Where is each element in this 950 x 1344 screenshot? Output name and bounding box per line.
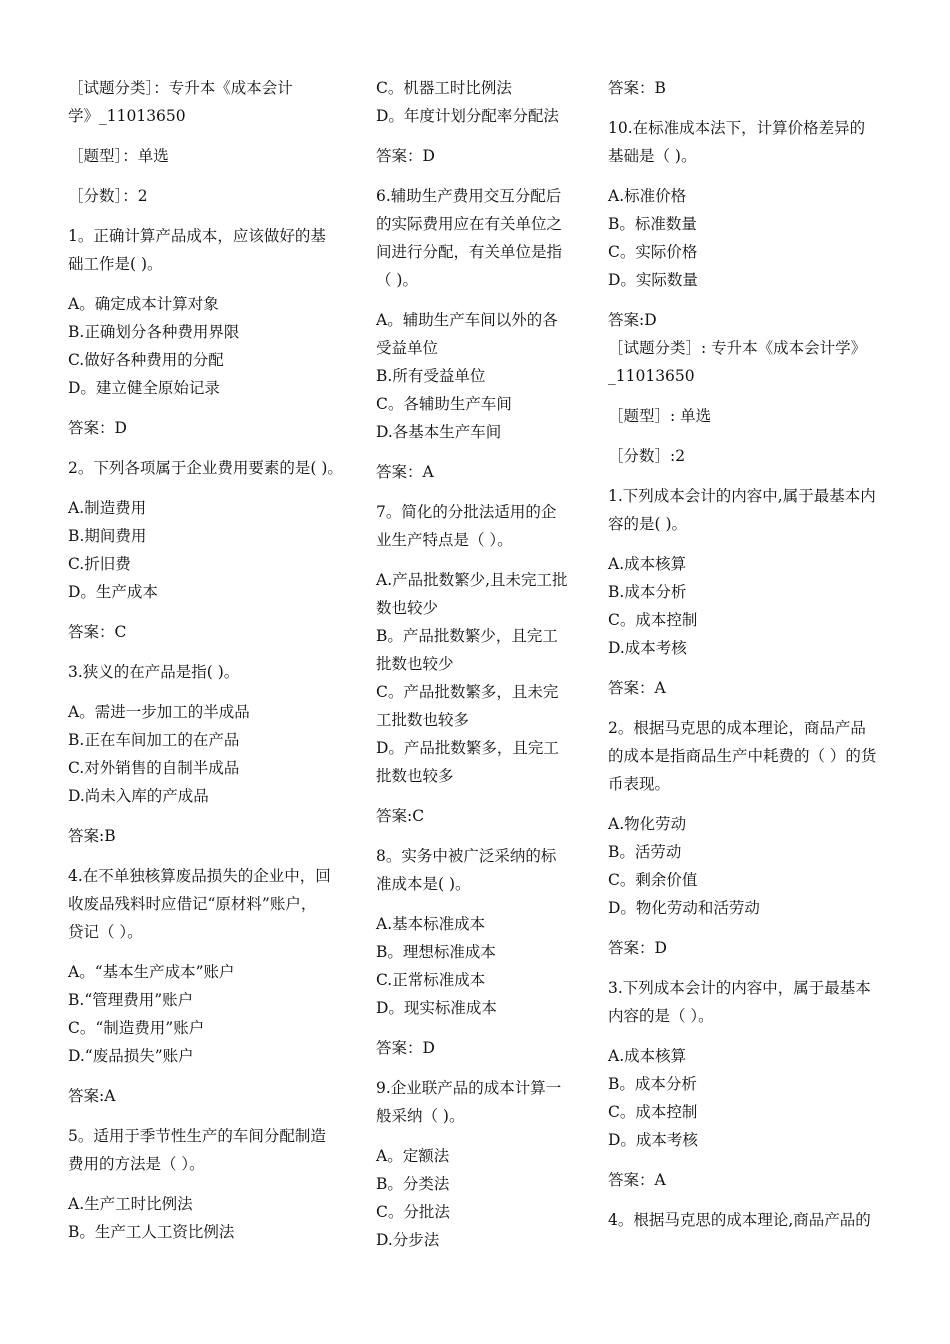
text-line: D.成本考核 <box>608 639 687 657</box>
text-line: 答案：A <box>376 463 434 481</box>
paragraph <box>608 550 884 662</box>
text-line: 答案：D <box>608 939 667 957</box>
text-line: A.制造费用 <box>68 499 147 517</box>
text-line: 工批数也较多 <box>376 711 470 729</box>
paragraph <box>608 1206 884 1234</box>
paragraph <box>608 674 884 702</box>
text-line: （ )。 <box>376 271 418 289</box>
text-line: C.对外销售的自制半成品 <box>68 759 240 777</box>
text-line: D.各基本生产车间 <box>376 423 502 441</box>
text-line: A。辅助生产车间以外的各 <box>376 311 558 329</box>
text-column-left <box>68 74 344 1258</box>
paragraph <box>68 862 344 946</box>
paragraph <box>68 1122 344 1178</box>
text-line: C.正常标准成本 <box>376 971 486 989</box>
text-line: 的实际费用应在有关单位之 <box>376 215 563 233</box>
text-line: 答案:C <box>376 807 425 825</box>
text-line: ［试题分类］: 专升本《成本会计学》 <box>608 339 867 357</box>
text-line: B.“管理费用”账户 <box>68 991 194 1009</box>
text-line: ［分数］：2 <box>68 187 148 205</box>
text-line: _11013650 <box>608 367 695 385</box>
text-line: B.正确划分各种费用界限 <box>68 323 240 341</box>
paragraph <box>68 618 344 646</box>
text-column-right <box>608 74 884 1246</box>
text-line: C。“制造费用”账户 <box>68 1019 205 1037</box>
text-line: 答案：A <box>608 1171 666 1189</box>
paragraph <box>608 74 884 102</box>
text-line: C.折旧费 <box>68 555 131 573</box>
text-line: A.成本核算 <box>608 555 687 573</box>
paragraph <box>608 482 884 538</box>
text-line: 批数也较少 <box>376 655 454 673</box>
paragraph <box>68 958 344 1070</box>
text-line: D。生产成本 <box>68 583 158 601</box>
text-line: B。分类法 <box>376 1175 450 1193</box>
text-line: 3.下列成本会计的内容中，属于最基本 <box>608 979 871 997</box>
paragraph <box>68 822 344 850</box>
text-line: 答案：D <box>376 147 435 165</box>
text-line: D。物化劳动和活劳动 <box>608 899 760 917</box>
paragraph <box>608 810 884 922</box>
text-line: B。生产工人工资比例法 <box>68 1223 235 1241</box>
paragraph <box>68 290 344 402</box>
text-line: 批数也较多 <box>376 767 454 785</box>
text-line: ［题型］: 单选 <box>608 407 712 425</box>
text-line: C。各辅助生产车间 <box>376 395 512 413</box>
text-line: B.正在车间加工的在产品 <box>68 731 240 749</box>
text-line: D。实际数量 <box>608 271 698 289</box>
text-line: 答案:B <box>68 827 116 845</box>
text-line: D.尚未入库的产成品 <box>68 787 209 805</box>
text-line: 学》_11013650 <box>68 107 186 125</box>
text-line: 内容的是（ ）。 <box>608 1007 714 1025</box>
text-line: B。活劳动 <box>608 843 682 861</box>
text-line: 答案：D <box>68 419 127 437</box>
text-line: B。产品批数繁少，且完工 <box>376 627 558 645</box>
text-line: 2。根据马克思的成本理论，商品产品 <box>608 719 866 737</box>
text-line: 5。适用于季节性生产的车间分配制造 <box>68 1127 326 1145</box>
text-line: 6.辅助生产费用交互分配后 <box>376 187 562 205</box>
text-line: A。需进一步加工的半成品 <box>68 703 250 721</box>
text-line: B.期间费用 <box>68 527 147 545</box>
text-line: A.标准价格 <box>608 187 687 205</box>
text-line: 答案：C <box>68 623 127 641</box>
text-line: A.生产工时比例法 <box>68 1195 193 1213</box>
text-line: C。产品批数繁多，且未完 <box>376 683 559 701</box>
paragraph <box>68 1082 344 1110</box>
paragraph <box>68 142 344 170</box>
text-line: 础工作是( )。 <box>68 255 163 273</box>
text-line: 贷记（ ）。 <box>68 923 143 941</box>
text-line: 币表现。 <box>608 775 671 793</box>
paragraph <box>68 74 344 130</box>
paragraph <box>608 974 884 1030</box>
text-line: 间进行分配，有关单位是指 <box>376 243 563 261</box>
text-line: 9.企业联产品的成本计算一 <box>376 1079 562 1097</box>
paragraph <box>608 1166 884 1194</box>
paragraph <box>608 442 884 470</box>
text-line: 10.在标准成本法下，计算价格差异的 <box>608 119 866 137</box>
text-line: D。成本考核 <box>608 1131 698 1149</box>
text-line: A。定额法 <box>376 1147 450 1165</box>
text-line: C。剩余价值 <box>608 871 698 889</box>
text-line: 答案:A <box>68 1087 116 1105</box>
text-line: B。标准数量 <box>608 215 697 233</box>
text-line: 4.在不单独核算废品损失的企业中，回 <box>68 867 331 885</box>
text-line: D。建立健全原始记录 <box>68 379 220 397</box>
text-line: D.“废品损失”账户 <box>68 1047 194 1065</box>
paragraph <box>68 658 344 686</box>
text-line: 答案：A <box>608 679 666 697</box>
text-line: C。机器工时比例法 <box>376 79 512 97</box>
text-line: 答案：B <box>608 79 666 97</box>
text-line: C。分批法 <box>376 1203 450 1221</box>
paragraph <box>68 494 344 606</box>
paragraph <box>608 714 884 798</box>
text-line: 准成本是( )。 <box>376 875 471 893</box>
paragraph <box>68 454 344 482</box>
text-line: ［试题分类］：专升本《成本会计 <box>68 79 293 97</box>
text-line: 1.下列成本会计的内容中,属于最基本内 <box>608 487 876 505</box>
paragraph <box>608 182 884 294</box>
text-line: A.基本标准成本 <box>376 915 486 933</box>
text-line: C。成本控制 <box>608 1103 698 1121</box>
text-line: B。成本分析 <box>608 1075 697 1093</box>
paragraph <box>608 934 884 962</box>
text-line: A。确定成本计算对象 <box>68 295 219 313</box>
text-line: A.产品批数繁少,且未完工批 <box>376 571 568 589</box>
text-line: 费用的方法是（ ）。 <box>68 1155 205 1173</box>
text-line: ［分数］:2 <box>608 447 686 465</box>
text-line: D。年度计划分配率分配法 <box>376 107 559 125</box>
text-line: 容的是( )。 <box>608 515 688 533</box>
text-line: 2。下列各项属于企业费用要素的是( )。 <box>68 459 343 477</box>
paragraph <box>68 414 344 442</box>
text-line: 业生产特点是（ ）。 <box>376 531 513 549</box>
text-line: 的成本是指商品生产中耗费的（ ）的货 <box>608 747 877 765</box>
text-line: B.所有受益单位 <box>376 367 486 385</box>
text-line: B.成本分析 <box>608 583 687 601</box>
text-line: 1。正确计算产品成本，应该做好的基 <box>68 227 326 245</box>
paragraph <box>608 114 884 170</box>
text-line: 受益单位 <box>376 339 439 357</box>
paragraph <box>68 698 344 810</box>
text-line: 8。实务中被广泛采纳的标 <box>376 847 557 865</box>
text-line: 答案:D <box>608 311 657 329</box>
text-line: C。实际价格 <box>608 243 698 261</box>
paragraph <box>68 182 344 210</box>
text-line: D.分步法 <box>376 1231 440 1249</box>
text-line: 基础是（ )。 <box>608 147 697 165</box>
text-line: 7。简化的分批法适用的企 <box>376 503 557 521</box>
text-line: D。现实标准成本 <box>376 999 497 1017</box>
text-line: ［题型］：单选 <box>68 147 169 165</box>
paragraph <box>608 306 884 390</box>
text-line: A。“基本生产成本”账户 <box>68 963 235 981</box>
paragraph <box>608 402 884 430</box>
text-line: D。产品批数繁多，且完工 <box>376 739 559 757</box>
text-line: C.做好各种费用的分配 <box>68 351 224 369</box>
text-line: 4。根据马克思的成本理论,商品产品的 <box>608 1211 871 1229</box>
paragraph <box>68 1190 344 1246</box>
text-line: 般采纳（ )。 <box>376 1107 465 1125</box>
paragraph <box>68 222 344 278</box>
text-line: 答案：D <box>376 1039 435 1057</box>
text-line: C。成本控制 <box>608 611 698 629</box>
text-line: 收废品残料时应借记“原材料”账户， <box>68 895 317 913</box>
text-line: 3.狭义的在产品是指( )。 <box>68 663 240 681</box>
paragraph <box>608 1042 884 1154</box>
text-line: B。理想标准成本 <box>376 943 496 961</box>
text-line: A.成本核算 <box>608 1047 687 1065</box>
text-line: 数也较少 <box>376 599 439 617</box>
text-line: A.物化劳动 <box>608 815 687 833</box>
